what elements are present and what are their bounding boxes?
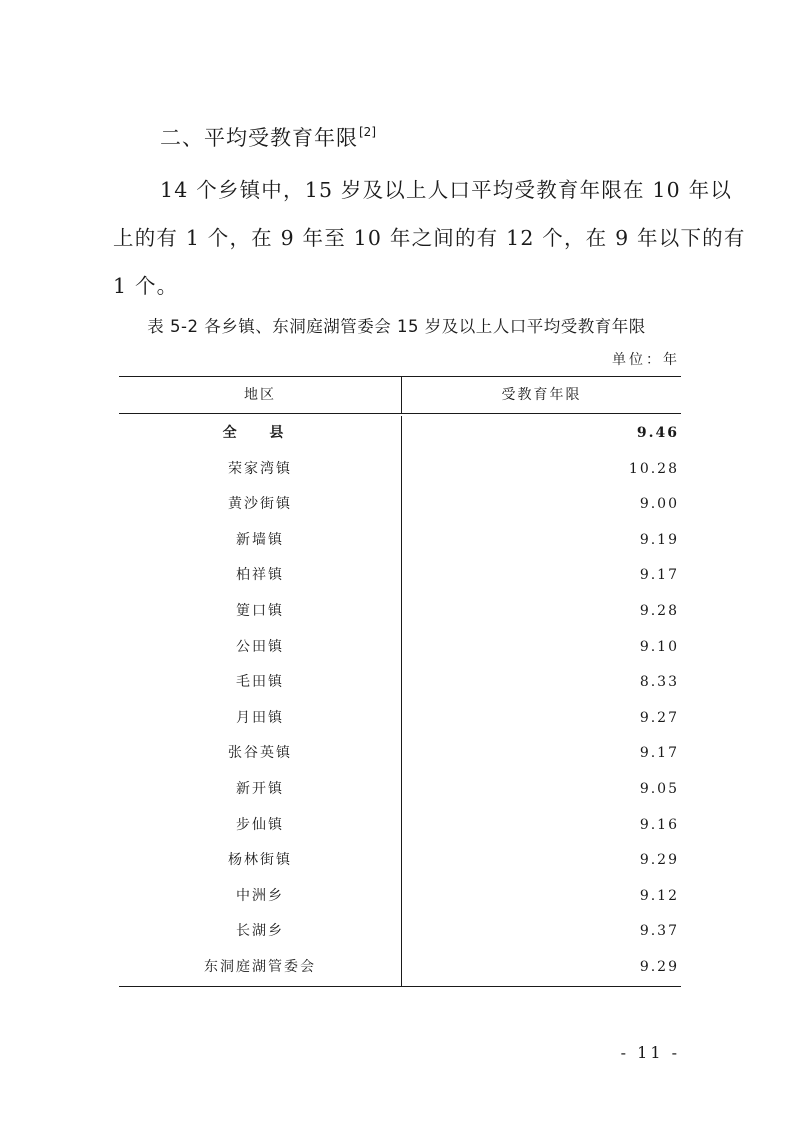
years-cell: 9.12 xyxy=(639,887,679,904)
region-cell: 新开镇 xyxy=(119,772,402,808)
years-cell: 10.28 xyxy=(628,460,679,477)
region-cell: 黄沙街镇 xyxy=(119,487,402,523)
table-row xyxy=(119,701,681,737)
paragraph-line-3: 1 个。 xyxy=(113,274,179,298)
table-row xyxy=(119,736,681,772)
section-heading-text: 二、平均受教育年限 xyxy=(160,126,358,150)
years-cell: 9.19 xyxy=(639,531,679,548)
years-cell: 9.05 xyxy=(639,780,679,797)
region-cell: 月田镇 xyxy=(119,701,402,737)
years-cell: 9.37 xyxy=(639,923,679,940)
table-row xyxy=(119,843,681,879)
years-cell: 9.16 xyxy=(639,816,679,833)
years-cell: 9.28 xyxy=(639,602,679,619)
column-header-region: 地区 xyxy=(119,377,402,413)
table-unit-label: 单位：年 xyxy=(612,352,680,368)
region-cell: 长湖乡 xyxy=(119,914,402,950)
region-cell: 毛田镇 xyxy=(119,665,402,701)
table-row xyxy=(119,914,681,950)
table-caption: 表 5-2 各乡镇、东洞庭湖管委会 15 岁及以上人口平均受教育年限 xyxy=(147,317,646,336)
region-cell: 东洞庭湖管委会 xyxy=(119,950,402,986)
years-cell: 9.46 xyxy=(636,425,679,441)
education-years-table xyxy=(119,376,681,987)
table-row xyxy=(119,808,681,844)
region-cell: 公田镇 xyxy=(119,630,402,666)
region-cell: 新墙镇 xyxy=(119,523,402,559)
table-header-row xyxy=(119,377,681,414)
table-row xyxy=(119,558,681,594)
region-cell: 张谷英镇 xyxy=(119,736,402,772)
region-cell: 筻口镇 xyxy=(119,594,402,630)
table-row xyxy=(119,665,681,701)
table-row xyxy=(119,452,681,488)
paragraph-line-1: 14 个乡镇中，15 岁及以上人口平均受教育年限在 10 年以 xyxy=(160,178,733,202)
table-row xyxy=(119,523,681,559)
years-cell: 9.17 xyxy=(639,745,679,762)
table-row xyxy=(119,594,681,630)
years-cell: 8.33 xyxy=(639,674,679,691)
footnote-reference: [2] xyxy=(359,125,376,139)
table-row xyxy=(119,950,681,986)
years-cell: 9.10 xyxy=(639,638,679,655)
page-number: - 11 - xyxy=(620,1043,680,1062)
years-cell: 9.27 xyxy=(639,709,679,726)
region-cell: 柏祥镇 xyxy=(119,558,402,594)
table-body xyxy=(119,414,681,986)
region-cell: 杨林街镇 xyxy=(119,843,402,879)
region-cell: 中洲乡 xyxy=(119,879,402,915)
table-row xyxy=(119,879,681,915)
table-row xyxy=(119,772,681,808)
paragraph-line-2: 上的有 1 个，在 9 年至 10 年之间的有 12 个，在 9 年以下的有 xyxy=(113,226,746,250)
column-header-years: 受教育年限 xyxy=(501,387,582,403)
region-cell: 步仙镇 xyxy=(119,808,402,844)
table-row-total xyxy=(119,414,681,452)
years-cell: 9.29 xyxy=(639,958,679,975)
section-heading xyxy=(160,122,376,152)
table-row xyxy=(119,487,681,523)
table-row xyxy=(119,630,681,666)
region-cell: 荣家湾镇 xyxy=(119,452,402,488)
region-cell: 全 县 xyxy=(119,416,402,452)
years-cell: 9.29 xyxy=(639,852,679,869)
years-cell: 9.17 xyxy=(639,567,679,584)
years-cell: 9.00 xyxy=(639,496,679,513)
